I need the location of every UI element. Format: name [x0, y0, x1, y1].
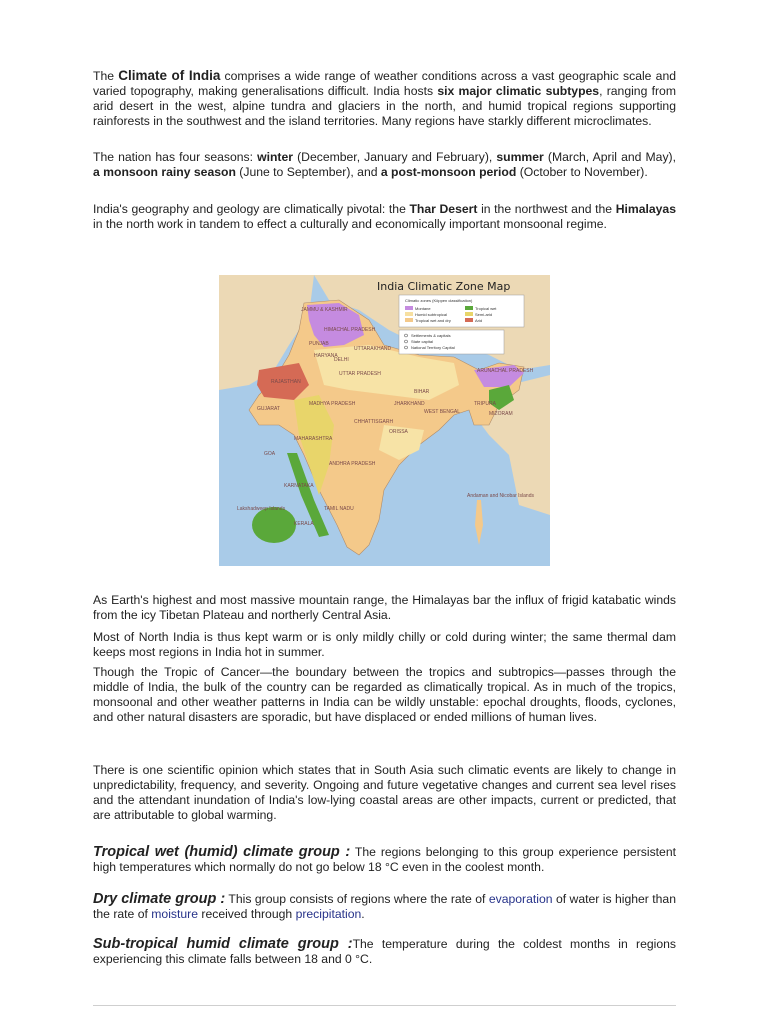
label-uttar-pradesh: UTTAR PRADESH — [339, 371, 381, 377]
label-chhattisgarh: CHHATTISGARH — [354, 419, 394, 425]
text: in the north work in tandem to effect a culturally and economically important monsoonal regime. — [93, 217, 607, 231]
tropical-wet-group — [93, 845, 676, 875]
bold-term: six major climatic subtypes — [437, 84, 600, 98]
legend-swatch — [465, 318, 473, 322]
north-india-paragraph: Most of North India is thus kept warm or is only mildly chilly or cold during winter; the same thermal dam keeps most regions in India hot in summer. — [93, 630, 676, 659]
bold-term: Thar Desert — [409, 202, 478, 216]
text: The temperature during the coldest months in regions experiencing this climate falls between 18 and 0 °C. — [93, 937, 676, 966]
text: received through — [198, 907, 296, 921]
bold-term: winter — [257, 150, 293, 164]
legend-swatch — [405, 312, 413, 316]
label-tamil-nadu: TAMIL NADU — [324, 506, 354, 512]
label-west-bengal: WEST BENGAL — [424, 409, 461, 415]
himalaya-paragraph: As Earth's highest and most massive mountain range, the Himalayas bar the influx of frigid katabatic winds from the icy Tibetan Plateau and northerly Central Asia. — [93, 593, 676, 622]
label-madhya-pradesh: MADHYA PRADESH — [309, 401, 356, 407]
label-bihar: BIHAR — [414, 389, 430, 395]
sub-tropical-humid-group — [93, 937, 676, 967]
intro-paragraph — [93, 68, 676, 129]
label-rajasthan: RAJASTHAN — [271, 379, 301, 385]
label-delhi: DELHI — [334, 357, 349, 363]
text: India's geography and geology are climatically pivotal: the — [93, 202, 410, 216]
legend-swatch — [465, 306, 473, 310]
text: The nation has four seasons: — [93, 150, 258, 164]
legend2-label: Settlements & capitals — [411, 333, 451, 338]
text: The regions belonging to this group experience persistent high temperatures which normally do not go below 18 °C even in the coolest month. — [93, 845, 676, 874]
label-arunachal-pradesh: ARUNACHAL PRADESH — [477, 368, 534, 374]
text: . — [361, 907, 365, 921]
legend-swatch — [405, 306, 413, 310]
label-mizoram: MIZORAM — [489, 411, 513, 417]
text: (December, January and February), — [293, 150, 497, 164]
legend-swatch — [465, 312, 473, 316]
legend-label: Tropical wet and dry — [415, 318, 451, 323]
legend-label: Semi-arid — [475, 312, 493, 317]
tropic-paragraph: Though the Tropic of Cancer—the boundary between the tropics and subtropics—passes through the middle of India, the bulk of the country can be regarded as climatically tropical. As in much of the tropics, monsoonal and other weather patterns in India can be wildly unstable: epochal droughts, floods, cyclones, and other natural disasters are sporadic, but have displaced or ended millions of human lives. — [93, 665, 676, 724]
legend-label: Tropical wet — [475, 306, 497, 311]
text: This group consists of regions where the rate of — [225, 892, 489, 906]
label-himachal-pradesh: HIMACHAL PRADESH — [324, 327, 376, 333]
group-heading: Dry climate group : — [93, 891, 226, 907]
scientific-opinion-paragraph: There is one scientific opinion which states that in South Asia such climatic events are likely to change in unpredictability, frequency, and severity. Ongoing and future vegetative changes and current sea level rises and the attendant inundation of India's low-lying coastal areas are other impacts, current or predicted, that are attributable to global warming. — [93, 763, 676, 822]
label-goa: GOA — [264, 451, 276, 457]
tropical-wet-lakshadweep — [252, 507, 296, 543]
legend-swatch — [405, 318, 413, 322]
evaporation-link[interactable]: evaporation — [488, 892, 553, 906]
precipitation-link[interactable]: precipitation — [295, 907, 362, 921]
seasons-paragraph — [93, 150, 676, 180]
map-title: India Climatic Zone Map — [377, 280, 511, 293]
text: (June to September), and — [235, 165, 381, 179]
geography-paragraph — [93, 202, 676, 232]
label-karnataka: KARNATAKA — [284, 483, 314, 489]
moisture-link[interactable]: moisture — [151, 907, 198, 921]
label-andaman: Andaman and Nicobar Islands — [467, 493, 534, 499]
dry-climate-group — [93, 892, 676, 922]
bold-term: summer — [496, 150, 544, 164]
text: in the northwest and the — [477, 202, 616, 216]
label-uttarakhand: UTTARAKHAND — [354, 346, 392, 352]
label-gujarat: GUJARAT — [257, 406, 280, 412]
label-maharashtra: MAHARASHTRA — [294, 436, 333, 442]
text: comprises a wide range of weather conditions across a vast geographic scale and varied topography, making generalisations difficult. India hosts — [93, 69, 676, 98]
text: The — [93, 69, 119, 83]
bold-term: Himalayas — [615, 202, 676, 216]
label-jharkhand: JHARKHAND — [394, 401, 425, 407]
label-tripura: TRIPURA — [474, 401, 496, 407]
bold-term: Climate of India — [118, 68, 221, 83]
group-heading: Sub-tropical humid climate group : — [93, 936, 353, 952]
label-haryana: HARYANA — [314, 353, 338, 359]
legend2-label: State capital — [411, 339, 434, 344]
bold-term: a monsoon rainy season — [93, 165, 236, 179]
label-orissa: ORISSA — [389, 429, 408, 435]
label-andhra-pradesh: ANDHRA PRADESH — [329, 461, 376, 467]
legend2-label: National Territory Capital — [411, 345, 455, 350]
text: of water is higher than the rate of — [93, 892, 676, 921]
bold-term: a post-monsoon period — [380, 165, 517, 179]
group-heading: Tropical wet (humid) climate group : — [93, 844, 351, 860]
label-kerala: KERALA — [294, 521, 314, 527]
legend-title: Climatic zones (Köppen classification) — [405, 298, 473, 303]
legend-label: Montane — [415, 306, 431, 311]
text: (March, April and May), — [543, 150, 676, 164]
label-punjab: PUNJAB — [309, 341, 329, 347]
label-jammu-kashmir: JAMMU & KASHMIR — [301, 307, 348, 313]
legend-label: Humid subtropical — [415, 312, 448, 317]
legend-label: Arid — [475, 318, 483, 323]
text: , ranging from arid desert in the west, alpine tundra and glaciers in the north, and humid tropical regions supporting rainforests in the southwest and the island territories. Many regions have starkly different microclimates. — [93, 84, 676, 128]
india-climatic-zone-map — [219, 275, 550, 566]
label-lakshadweep: Lakshadweep Islands — [237, 506, 286, 512]
footer-divider — [93, 1005, 676, 1006]
text: (October to November). — [516, 165, 648, 179]
